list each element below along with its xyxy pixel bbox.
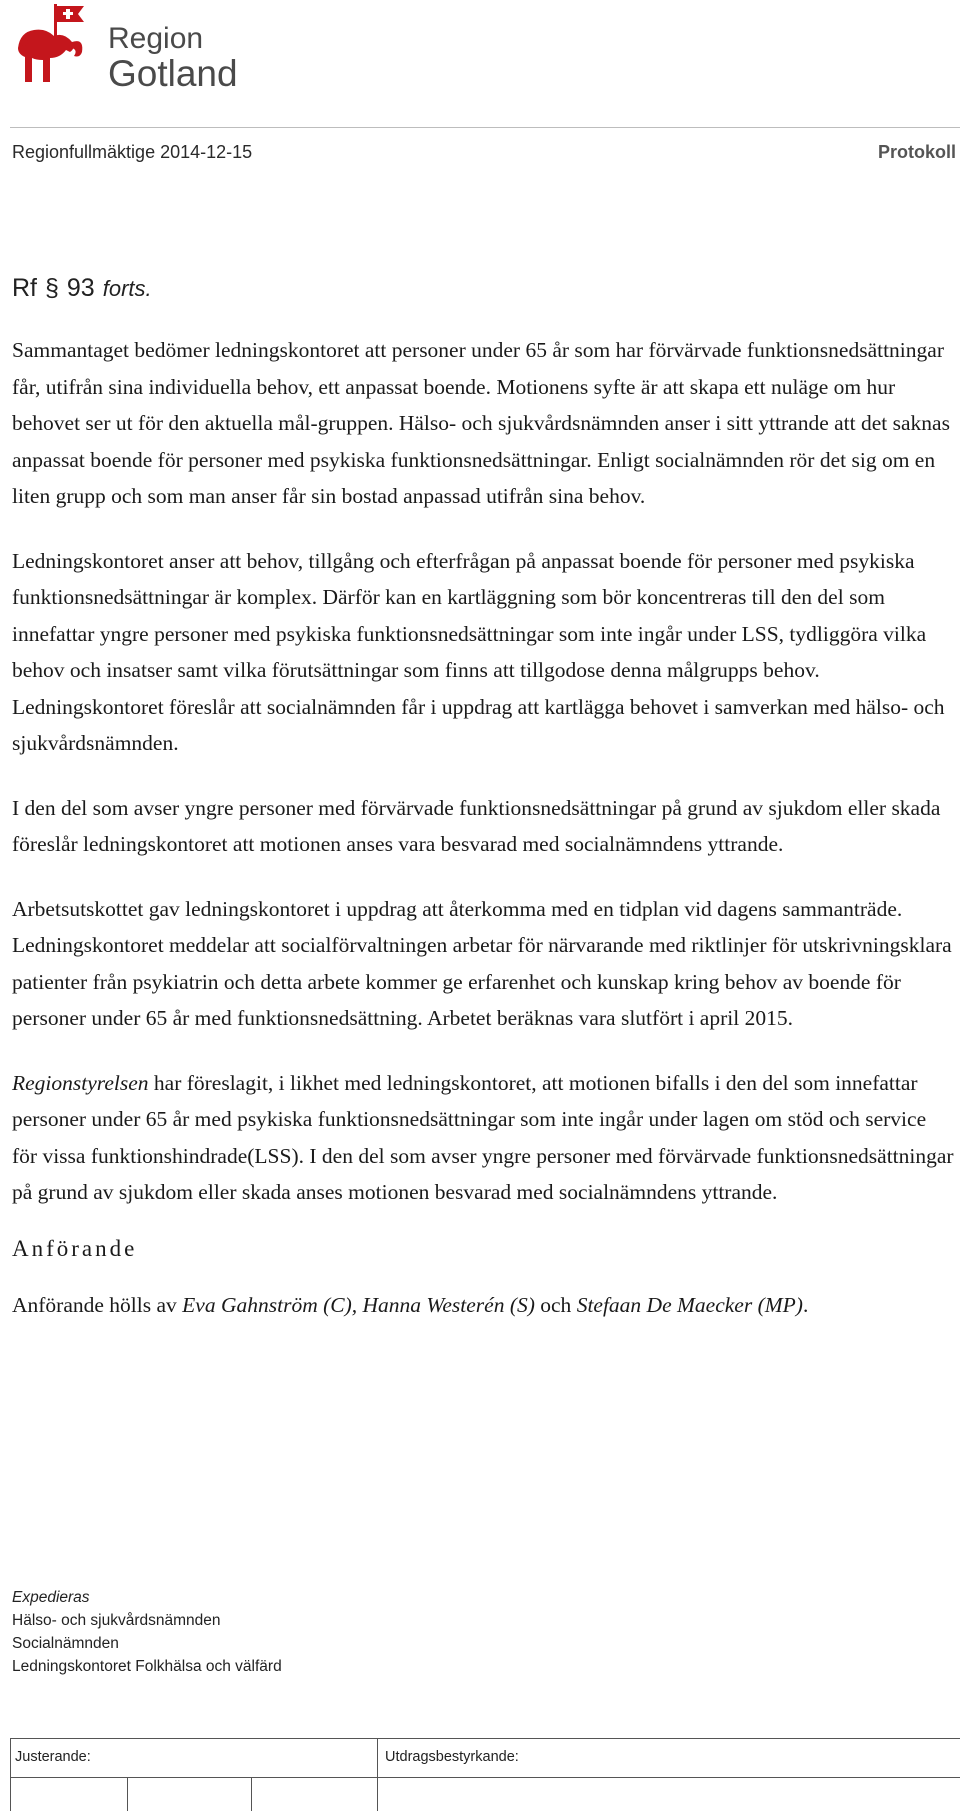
document-type: Protokoll (877, 142, 956, 162)
paragraph-2: Ledningskontoret anser att behov, tillgång och efterfrågan på anpassat boende för personer med psykiska funktionsnedsättningar är komplex. Därför kan en kartläggning som bör koncentreras till den del som innefattar yngre personer med psykiska funktionsnedsättningar som inte ingår under LSS, tydliggöra vilka behov och insatser samt vilka förutsättningar som finns att tillgodose denna målgrupps behov. Ledningskontoret föreslår att socialnämnden får i uppdrag att kartlägga behovet i samverkan med hälso- och sjukvårdsnämnden. (12, 548, 945, 755)
paragraph-3: I den del som avser yngre personer med förvärvade funktionsnedsättningar på grund av sjukdom eller skada föreslår ledningskontoret att motionen anses vara besvarad med socialnämndens yttrande. (12, 795, 941, 856)
region-gotland-logo (10, 2, 250, 94)
anforande-text (12, 1287, 956, 1324)
section-number: 93 (66, 274, 95, 302)
document-body (12, 332, 956, 1351)
utdragsbestyrkande-label: Utdragsbestyrkande: (385, 1749, 519, 1765)
table-divider (377, 1739, 378, 1811)
expedieras-item: Ledningskontoret Folkhälsa och välfärd (12, 1658, 282, 1675)
ram-emblem-icon (10, 2, 102, 94)
paragraph-5 (12, 1065, 956, 1211)
meeting-date: Regionfullmäktige 2014-12-15 (12, 142, 253, 162)
section-heading (12, 274, 152, 303)
regionstyrelsen-label: Regionstyrelsen (12, 1070, 149, 1095)
table-row-divider (11, 1777, 960, 1778)
section-prefix: Rf (12, 274, 37, 302)
signature-table (10, 1738, 960, 1811)
paragraph-5-text: har föreslagit, i likhet med ledningskontoret, att motionen bifalls i den del som innefattar personer under 65 år med psykiska funktionsnedsättningar som inte ingår under lagen om stöd och service för vissa funktionshindrade(LSS). I den del som avser yngre personer med förvärvade funktionsnedsättningar på grund av sjukdom eller skada anses motionen besvarad med socialnämndens yttrande. (12, 1070, 954, 1204)
speakers-1: Eva Gahnström (C), Hanna Westerén (S) (182, 1292, 535, 1317)
logo-text-gotland: Gotland (108, 53, 238, 94)
expedieras-item: Hälso- och sjukvårdsnämnden (12, 1612, 221, 1629)
anforande-heading: Anförande (12, 1235, 138, 1261)
logo-text-region: Region (108, 22, 204, 55)
table-divider (251, 1777, 252, 1811)
paragraph-4: Arbetsutskottet gav ledningskontoret i uppdrag att återkomma med en tidplan vid dagens sammanträde. Ledningskontoret meddelar att socialförvaltningen arbetar för närvarande med riktlinjer för utskrivningsklara patienter från psykiatrin och detta arbete kommer ge erfarenhet och kunskap kring behov av boende för personer under 65 år med funktionsnedsättning. Arbetet beräknas vara slutfört i april 2015. (12, 896, 952, 1030)
anforande-intro: Anförande hölls av (12, 1292, 183, 1317)
expedieras-title: Expedieras (12, 1589, 90, 1606)
section-symbol: § (45, 274, 59, 302)
speakers-2: Stefaan De Maecker (MP) (576, 1292, 803, 1317)
expedieras-item: Socialnämnden (12, 1635, 119, 1652)
anforande-end: . (802, 1292, 809, 1317)
paragraph-1: Sammantaget bedömer ledningskontoret att personer under 65 år som har förvärvade funktionsnedsättningar får, utifrån sina individuella behov, ett anpassat boende. Motionens syfte är att skapa ett nuläge om hur behovet ser ut för den aktuella mål-gruppen. Hälso- och sjukvårdsnämnden anser i sitt yttrande att det saknas anpassat boende för personer med psykiska funktionsnedsättningar. Enligt socialnämnden rör det sig om en liten grupp och som man anser får sin bostad anpassad utifrån sina behov. (12, 338, 950, 508)
section-suffix: forts. (102, 276, 152, 301)
justerande-label: Justerande: (15, 1749, 91, 1765)
anforande-conj: och (534, 1292, 577, 1317)
header-divider (10, 127, 960, 128)
expedieras-block (12, 1586, 282, 1678)
table-divider (127, 1777, 128, 1811)
